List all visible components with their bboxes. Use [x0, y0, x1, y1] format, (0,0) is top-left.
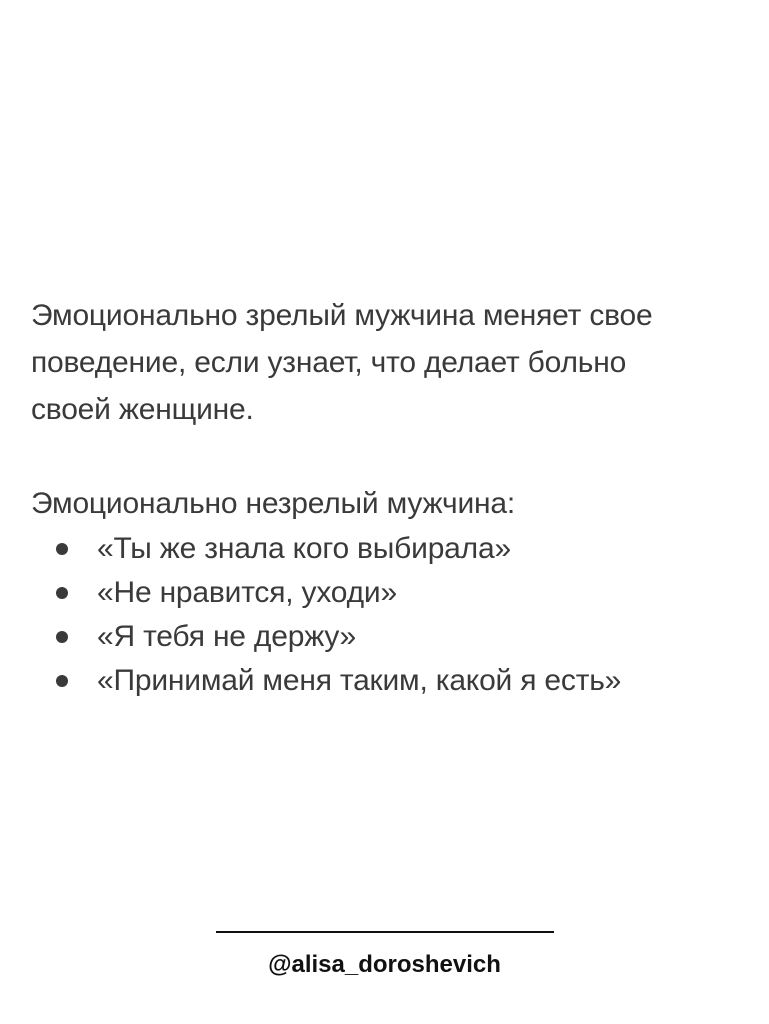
bullet-icon [56, 675, 68, 687]
list-item-text: «Не нравится, уходи» [97, 576, 397, 609]
bullet-icon [56, 587, 68, 599]
list-item-text: «Принимай меня таким, какой я есть» [97, 664, 622, 697]
paragraph-line: Эмоционально зрелый мужчина меняет свое [31, 299, 653, 332]
list-item [31, 615, 751, 659]
post-text [31, 292, 751, 703]
bullet-icon [56, 631, 68, 643]
bullet-icon [56, 543, 68, 555]
footer-divider [216, 931, 554, 933]
list-item [31, 571, 751, 615]
paragraph-line: своей женщине. [31, 393, 254, 426]
paragraph-line: поведение, если узнает, что делает больно [31, 346, 627, 379]
list-item-text: «Ты же знала кого выбирала» [97, 532, 511, 565]
immature-phrases-list [31, 527, 751, 703]
author-handle: @alisa_doroshevich [268, 951, 501, 978]
immature-man-intro: Эмоционально незрелый мужчина: [31, 487, 516, 520]
list-item [31, 527, 751, 571]
list-item-text: «Я тебя не держу» [97, 620, 357, 653]
list-item [31, 659, 751, 703]
paragraph-gap [31, 433, 751, 480]
mature-man-paragraph [31, 292, 751, 433]
